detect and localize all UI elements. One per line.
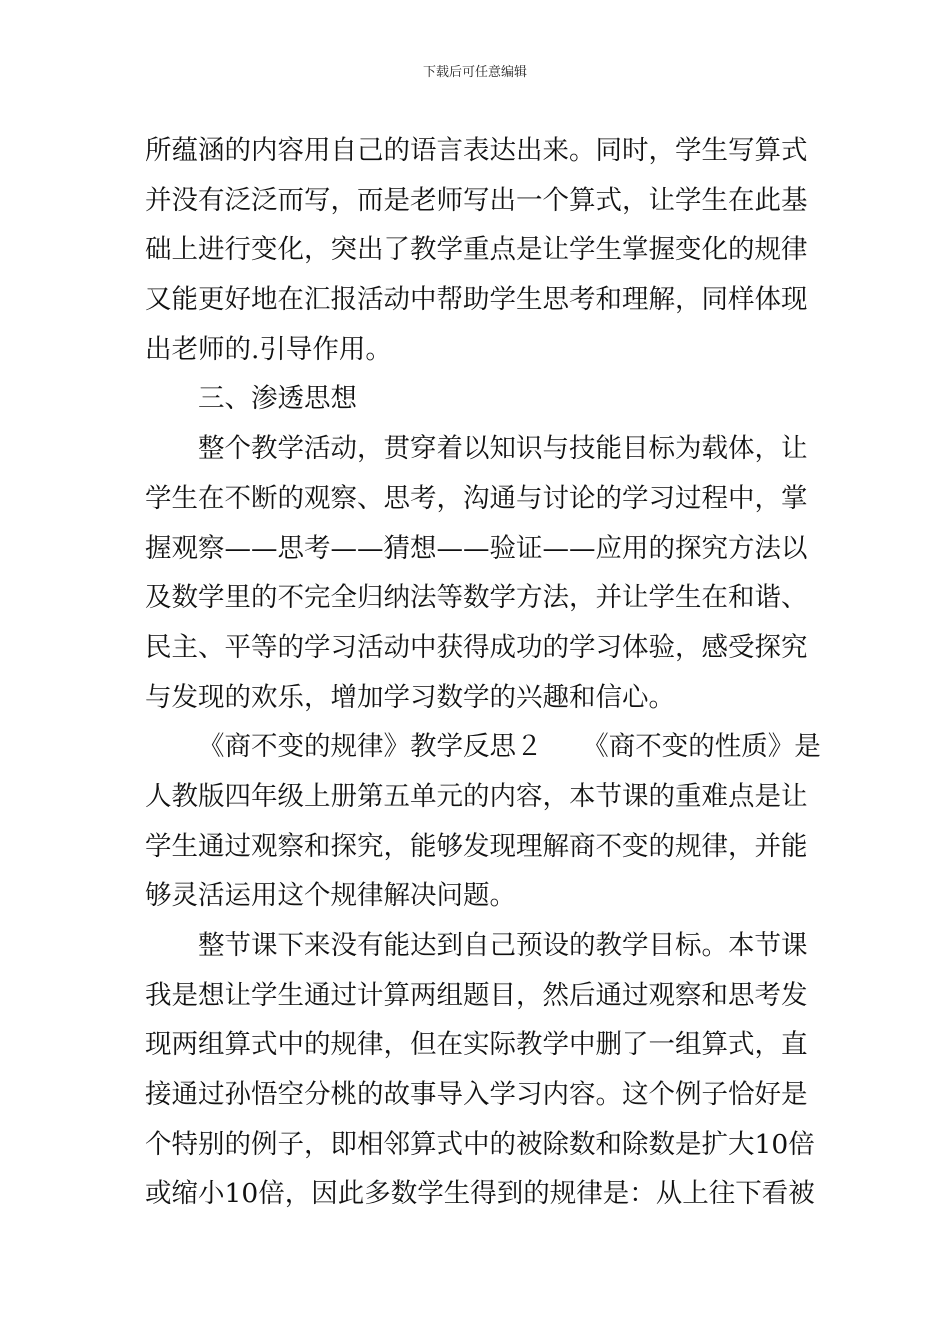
text-line: 或缩小10倍，因此多数学生得到的规律是：从上往下看被 [145,1178,815,1210]
text-line: 整节课下来没有能达到自己预设的教学目标。本节课 [198,930,808,961]
text-line: 接通过孙悟空分桃的故事导入学习内容。这个例子恰好是 [145,1079,808,1111]
text-line: 人教版四年级上册第五单元的内容，本节课的重难点是让 [145,780,808,812]
text-line: 够灵活运用这个规律解决问题。 [145,880,516,912]
page-header-note: 下载后可任意编辑 [422,65,527,80]
text-line: 与发现的欢乐，增加学习数学的兴趣和信心。 [145,681,675,713]
text-line: 整个教学活动，贯穿着以知识与技能目标为载体，让 [198,433,808,465]
text-line: 民主、平等的学习活动中获得成功的学习体验，感受探究 [145,631,808,663]
text-line: 并没有泛泛而写，而是老师写出一个算式，让学生在此基 [145,184,808,216]
text-line: 《商不变的规律》教学反思２ 《商不变的性质》是 [198,731,821,763]
text-line: 个特别的例子，即相邻算式中的被除数和除数是扩大10倍 [145,1128,815,1160]
body-text [145,126,821,1219]
text-line: 现两组算式中的规律，但在实际教学中删了一组算式，直 [145,1029,808,1061]
text-line: 础上进行变化，突出了教学重点是让学生掌握变化的规律 [145,234,808,266]
text-line: 及数学里的不完全归纳法等数学方法，并让学生在和谐、 [145,582,808,614]
text-line: 学生在不断的观察、思考，沟通与讨论的学习过程中，掌 [145,482,808,514]
text-line: 学生通过观察和探究，能够发现理解商不变的规律，并能 [145,830,808,862]
text-line: 所蕴涵的内容用自己的语言表达出来。同时，学生写算式 [145,135,808,166]
text-line: 握观察——思考——猜想——验证——应用的探究方法以 [145,532,808,564]
text-line: 出老师的.引导作用。 [145,333,392,365]
section-heading: 三、渗透思想 [198,383,357,415]
text-line: 我是想让学生通过计算两组题目，然后通过观察和思考发 [145,979,808,1011]
text-line: 又能更好地在汇报活动中帮助学生思考和理解，同样体现 [145,284,808,316]
